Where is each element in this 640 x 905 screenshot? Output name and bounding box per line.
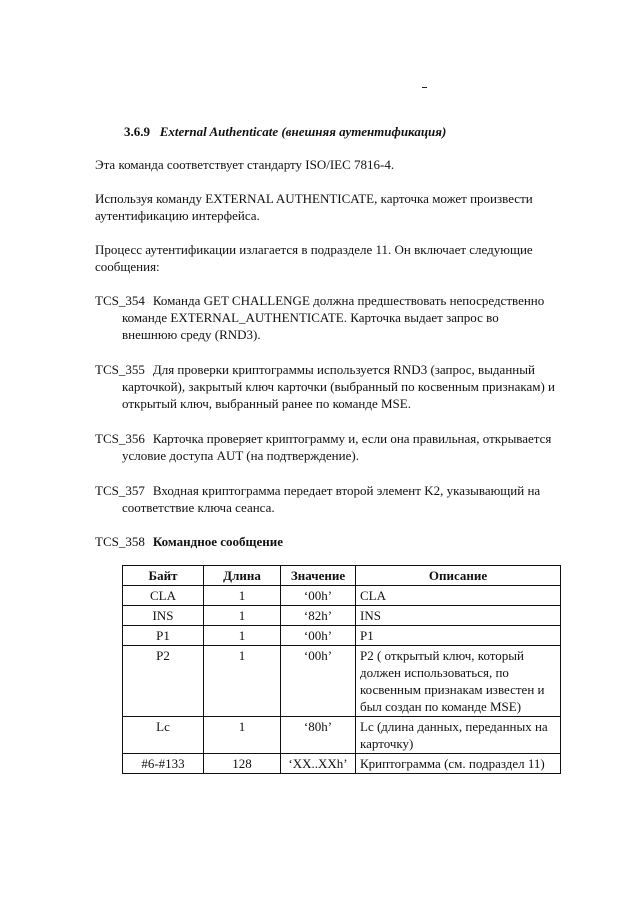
requirement-tcs-357 (95, 482, 555, 516)
cell-value: ‘00h’ (281, 586, 356, 606)
requirement-tcs-355 (95, 361, 555, 412)
requirement-text: Входная криптограмма передает второй элемент K2, указывающий на соответствие ключа сеанса. (122, 483, 541, 515)
column-header-byte: Байт (123, 566, 204, 586)
table-row (123, 717, 561, 754)
column-header-length: Длина (204, 566, 281, 586)
section-title: External Authenticate (внешняя аутентификация) (159, 124, 447, 139)
requirement-tcs-356 (95, 430, 555, 464)
table-row (123, 606, 561, 626)
cell-length: 128 (204, 754, 281, 774)
cell-value: ‘82h’ (281, 606, 356, 626)
table-row (123, 586, 561, 606)
command-message-table (122, 565, 561, 774)
cell-byte: P1 (123, 626, 204, 646)
requirement-text: Карточка проверяет криптограмму и, если она правильная, открывается условие доступа AUT (на подтверждение). (122, 431, 552, 463)
requirement-id: TCS_354 (95, 293, 145, 308)
cell-value: ‘XX..XXh’ (281, 754, 356, 774)
section-heading (124, 124, 446, 140)
cell-description: Lc (длина данных, переданных на карточку) (356, 717, 561, 754)
table-row (123, 754, 561, 774)
cell-length: 1 (204, 717, 281, 754)
cell-byte: P2 (123, 646, 204, 717)
table-row (123, 646, 561, 717)
requirement-text: Для проверки криптограммы используется RND3 (запрос, выданный карточкой), закрытый ключ карточки (выбранный по косвенным признакам) и открытый ключ, выбранный ранее по команде MSE. (122, 362, 555, 411)
cell-value: ‘00h’ (281, 646, 356, 717)
paragraph-usage: Используя команду EXTERNAL AUTHENTICATE, карточка может произвести аутентификацию интерфейса. (95, 191, 533, 223)
cell-byte: CLA (123, 586, 204, 606)
requirement-id: TCS_355 (95, 362, 145, 377)
cell-description: Криптограмма (см. подраздел 11) (356, 754, 561, 774)
paragraph-standard: Эта команда соответствует стандарту ISO/IEC 7816-4. (95, 157, 395, 172)
requirement-text: Командное сообщение (152, 534, 283, 549)
cell-length: 1 (204, 586, 281, 606)
requirement-text: Команда GET CHALLENGE должна предшествовать непосредственно команде EXTERNAL_AUTHENTICATE. Карточка выдает запрос во внешнюю среду (RND3). (122, 293, 545, 342)
table-header-row (123, 566, 561, 586)
requirement-id: TCS_356 (95, 431, 145, 446)
requirement-tcs-354 (95, 292, 555, 343)
cell-description: P2 ( открытый ключ, который должен использоваться, по косвенным признакам известен и был создан по команде MSE) (356, 646, 561, 717)
cell-length: 1 (204, 626, 281, 646)
cell-byte: #6-#133 (123, 754, 204, 774)
cell-value: ‘80h’ (281, 717, 356, 754)
cell-description: INS (356, 606, 561, 626)
table-row (123, 626, 561, 646)
column-header-value: Значение (281, 566, 356, 586)
cell-length: 1 (204, 646, 281, 717)
scan-mark (422, 87, 427, 88)
paragraph-process: Процесс аутентификации излагается в подразделе 11. Он включает следующие сообщения: (95, 242, 533, 274)
requirement-id: TCS_358 (95, 534, 145, 549)
requirement-id: TCS_357 (95, 483, 145, 498)
cell-value: ‘00h’ (281, 626, 356, 646)
cell-length: 1 (204, 606, 281, 626)
column-header-description: Описание (356, 566, 561, 586)
cell-byte: INS (123, 606, 204, 626)
section-number: 3.6.9 (124, 124, 150, 139)
cell-description: P1 (356, 626, 561, 646)
cell-byte: Lc (123, 717, 204, 754)
requirement-tcs-358 (95, 533, 555, 550)
cell-description: CLA (356, 586, 561, 606)
